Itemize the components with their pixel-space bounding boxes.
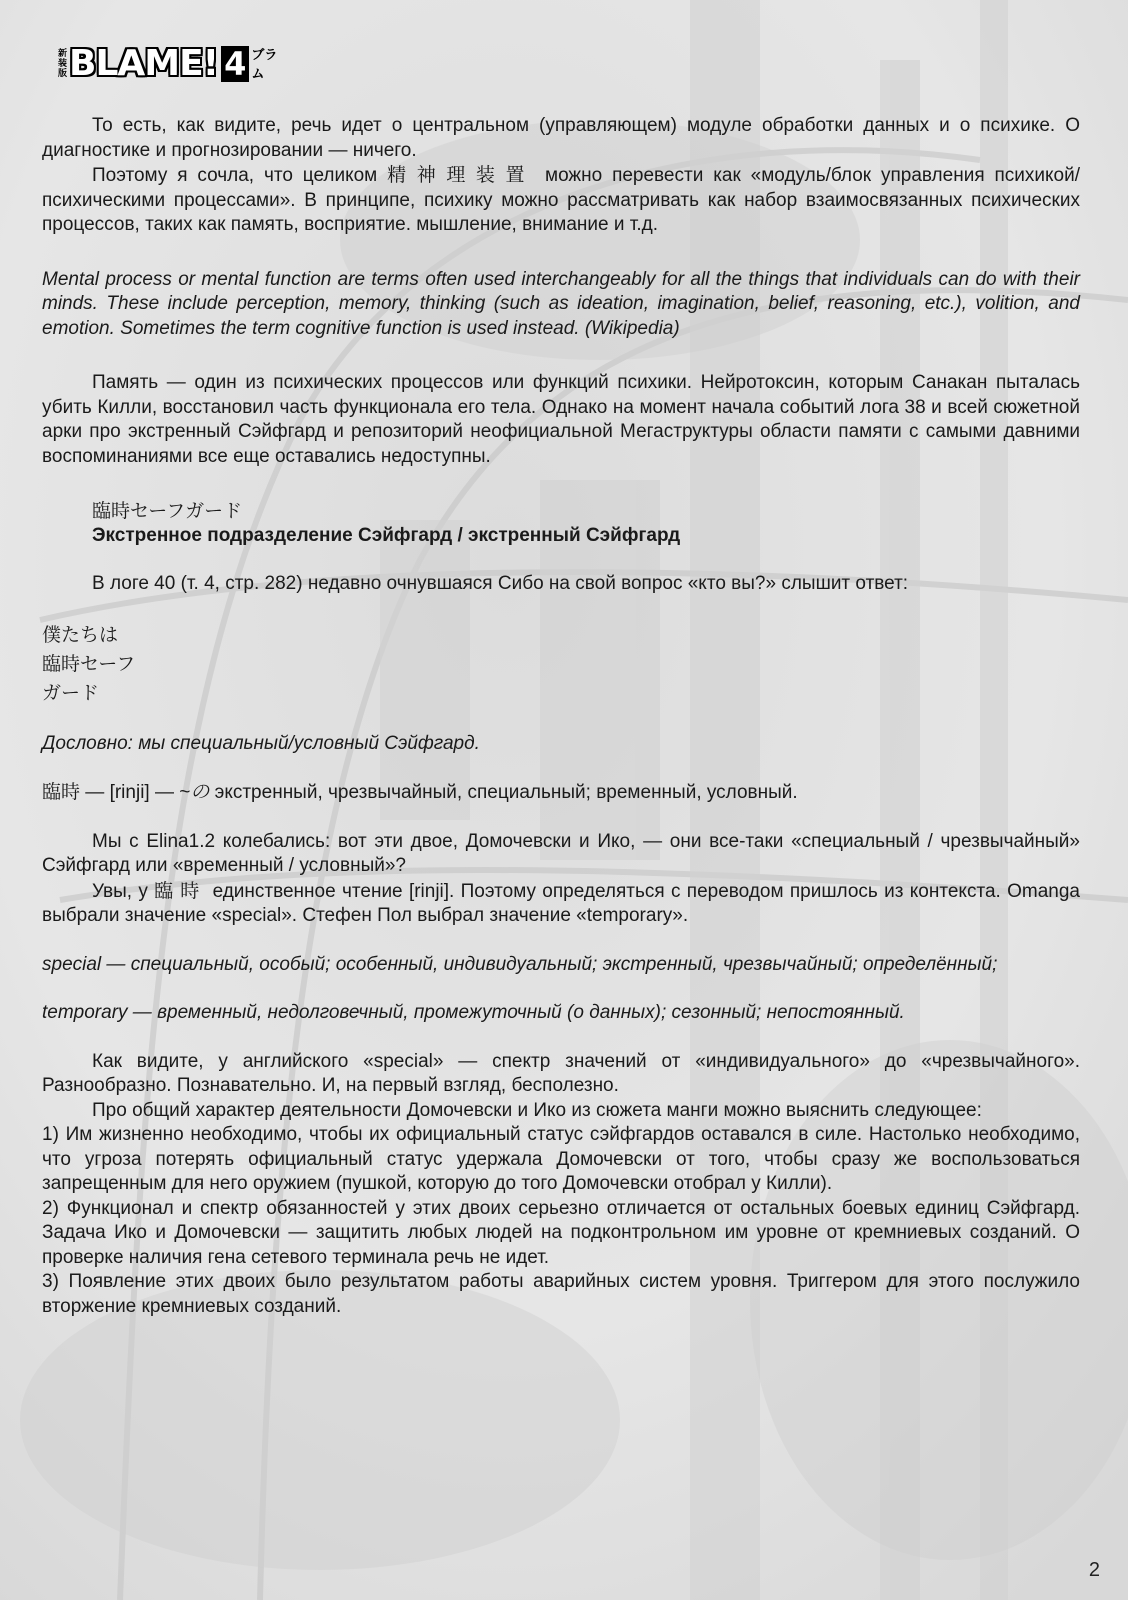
list-item: 2) Функционал и спектр обязанностей у этих двоих серьезно отличается от остальных боевых единиц Сэйфгард. Задача Ико и Домочевски — защитить любых людей на подконтрольном им уровне от кремниевых созданий. О проверке наличия гена сетевого терминала речь не идет. [42,1197,1080,1268]
paragraph-5: Мы с Elina1.2 колебались: вот эти двое, Домочевски и Ико, — они все-таки «специальный / чрезвычайный» Сэйфгард или «временный / условный»? [42,830,1080,876]
list-item: 3) Появление этих двоих было результатом работы аварийных систем уровня. Триггером для этого послужило вторжение кремниевых созданий. [42,1271,1080,1317]
definition-special: special — специальный, особый; особенный, индивидуальный; экстренный, чрезвычайный; определённый; [42,953,998,975]
paragraph-2: Поэтому я сочла, что целиком 精神理装置 можно перевести как «модуль/блок управления психикой/психическими процессами». В принципе, психику можно рассматривать как набор взаимосвязанных психических процессов, таких как память, восприятие. мышление, внимание и т.д. [42,164,1080,235]
list-item: 1) Им жизненно необходимо, чтобы их официальный статус сэйфгардов оставался в силе. Настолько необходимо, что угроза потерять официальный статус удержала Домочевски от того, чтобы сразу же воспользоваться запрещенным для него оружием (пушкой, которую до того Домочевски отобрал у Килли). [42,1124,1080,1194]
japanese-term: 臨時 [154,879,207,902]
blame-logo [58,42,286,86]
logo-number: 4 [221,46,249,82]
japanese-quote: 僕たちは 臨時セーフ ガード [42,623,136,704]
dictionary-entry: 臨時 — [rinji] — ~の экстренный, чрезвычайный, специальный; временный, условный. [42,781,798,803]
japanese-term: 精神理装置 [387,164,536,186]
definition-temporary: temporary — временный, недолговечный, промежуточный (о данных); сезонный; непостоянный. [42,1002,905,1023]
paragraph-6: Увы, у 臨時 единственное чтение [rinji]. Поэтому определяться с переводом пришлось из контекста. Omanga выбрали значение «special». Стефен Пол выбрал значение «temporary». [42,879,1080,926]
page-number: 2 [1088,1559,1100,1581]
logo-kanji: 新 装 版 [58,49,68,79]
section-heading-japanese: 臨時セーフガード [92,500,243,522]
english-quote: Mental process or mental function are terms often used interchangeably for all the things that individuals can do with their minds. These include perception, memory, thinking (such as ideation, imagination, belief, reasoning, etc.), volition, and emotion. Sometimes the term cognitive function is used instead. (Wikipedia) [42,268,1080,339]
logo-sub: ブラム [251,48,278,82]
logo-word: BLAME! [69,43,219,84]
literal-translation: Дословно: мы специальный/условный Сэйфгард. [42,732,480,754]
paragraph-7: Как видите, у английского «special» — спектр значений от «индивидуального» до «чрезвычайного». Разнообразно. Познавательно. И, на первый взгляд, бесполезно. [42,1050,1080,1096]
paragraph-4: В логе 40 (т. 4, стр. 282) недавно очнувшаяся Сибо на свой вопрос «кто вы?» слышит ответ: [92,573,909,594]
paragraph-8: Про общий характер деятельности Домочевски и Ико из сюжета манги можно выяснить следующее: [92,1099,982,1121]
paragraph-3: Память — один из психических процессов или функций психики. Нейротоксин, которым Санакан пыталась убить Килли, восстановил часть функционала его тела. Однако на момент начала событий лога 38 и всей сюжетной арки про экстренный Сэйфгард и репозиторий неофициальной Мегаструктуры области памяти с самыми давними воспоминаниями все еще оставались недоступны. [42,372,1080,467]
section-heading: Экстренное подразделение Сэйфгард / экстренный Сэйфгард [92,524,681,546]
paragraph-1: То есть, как видите, речь идет о центральном (управляющем) модуле обработки данных и о психике. О диагностике и прогнозировании — ничего. [42,115,1080,161]
article-body [42,114,1080,1319]
